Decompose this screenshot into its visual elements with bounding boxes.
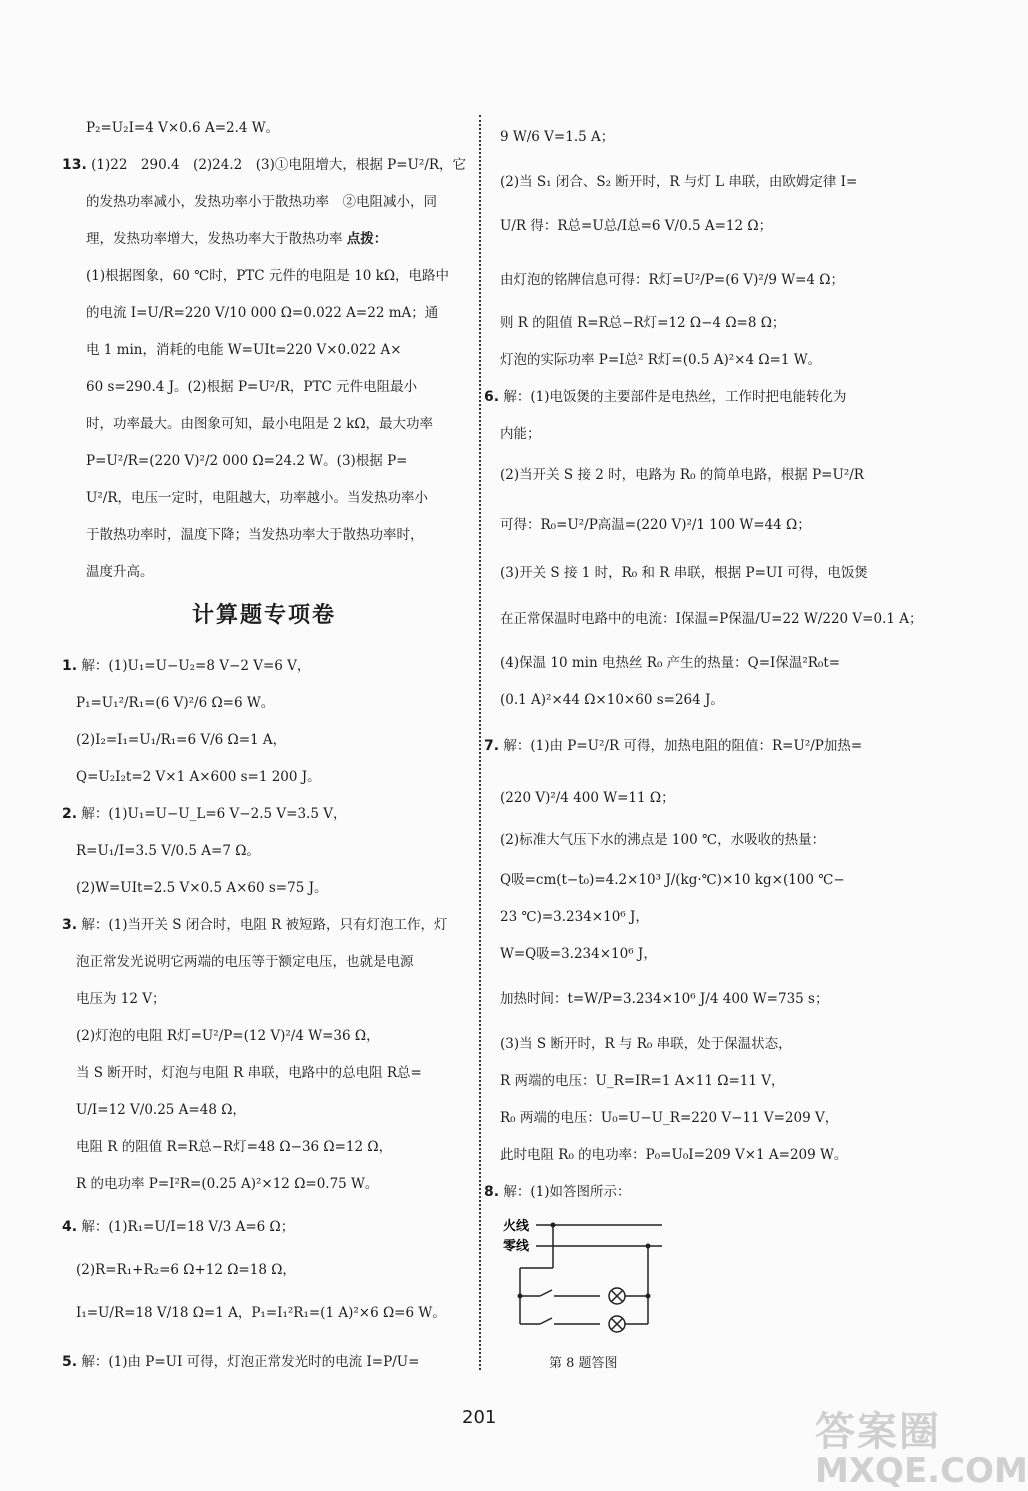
question-number: 2. — [62, 806, 78, 822]
text-line — [500, 870, 845, 890]
live-wire-label: 火线 — [503, 1219, 530, 1234]
line-text: P=U²/R=(220 V)²/2 000 Ω=24.2 W。(3)根据 P= — [86, 453, 408, 469]
line-text: R 两端的电压：U_R=IR=1 A×11 Ω=11 V， — [500, 1073, 785, 1089]
text-line — [62, 804, 346, 824]
text-line — [76, 1100, 246, 1120]
text-line — [76, 1026, 380, 1046]
line-text: P₁=U₁²/R₁=(6 V)²/6 Ω=6 W。 — [76, 695, 275, 711]
text-line — [76, 841, 260, 861]
text-line — [86, 451, 408, 471]
line-text: 泡正常发光说明它两端的电压等于额定电压，也就是电源 — [76, 954, 414, 970]
line-text: R 的电功率 P=I²R=(0.25 A)²×12 Ω=0.75 W。 — [76, 1176, 379, 1192]
text-line — [86, 562, 154, 582]
text-line — [500, 690, 724, 710]
line-text: (3)当 S 断开时，R 与 R₀ 串联，处于保温状态， — [500, 1036, 792, 1052]
line-text: 温度升高。 — [86, 564, 154, 580]
text-line — [500, 788, 675, 808]
line-text: (2)当 S₁ 闭合、S₂ 断开时，R 与灯 L 串联，由欧姆定律 I= — [500, 174, 858, 190]
line-text: 60 s=290.4 J。(2)根据 P=U²/R，PTC 元件电阻最小 — [86, 379, 418, 395]
text-line — [86, 229, 387, 249]
text-line — [76, 989, 166, 1009]
line-text: 则 R 的阻值 R=R总−R灯=12 Ω−4 Ω=8 Ω； — [500, 315, 786, 331]
line-text: 9 W/6 V=1.5 A； — [500, 129, 615, 145]
line-text: R₀ 两端的电压：U₀=U−U_R=220 V−11 V=209 V， — [500, 1110, 839, 1126]
line-text: 解：(1)由 P=UI 可得，灯泡正常发光时的电流 I=P/U= — [81, 1354, 420, 1370]
text-line — [86, 192, 437, 212]
figure-caption: 第 8 题答图 — [549, 1356, 618, 1371]
line-text: 解：(1)U₁=U−U₂=8 V−2 V=6 V， — [81, 658, 311, 674]
line-text: 理，发热功率增大，发热功率大于散热功率 — [86, 231, 343, 247]
line-text: 解：(1)由 P=U²/R 可得，加热电阻的阻值：R=U²/P加热= — [503, 738, 863, 754]
question-number: 5. — [62, 1354, 78, 1370]
line-text: 解：(1)U₁=U−U_L=6 V−2.5 V=3.5 V， — [81, 806, 347, 822]
line-text: (4)保温 10 min 电热丝 R₀ 产生的热量：Q=I保温²R₀t= — [500, 655, 841, 671]
line-text: U/R 得：R总=U总/I总=6 V/0.5 A=12 Ω； — [500, 218, 773, 234]
text-line — [86, 414, 433, 434]
line-text: 电压为 12 V； — [76, 991, 166, 1007]
text-line — [76, 767, 321, 787]
text-line — [86, 525, 424, 545]
question-number: 1. — [62, 658, 78, 674]
line-text: (2)标准大气压下水的沸点是 100 ℃，水吸收的热量： — [500, 832, 826, 848]
question-number: 8. — [484, 1184, 500, 1200]
text-line — [500, 465, 864, 485]
line-text: (220 V)²/4 400 W=11 Ω； — [500, 790, 675, 806]
hint-label: 点拨： — [346, 231, 388, 247]
text-line — [86, 118, 279, 138]
line-text: (0.1 A)²×44 Ω×10×60 s=264 J。 — [500, 692, 724, 708]
question-number: 3. — [62, 917, 78, 933]
line-text: 此时电阻 R₀ 的电功率：P₀=U₀I=209 V×1 A=209 W。 — [500, 1147, 848, 1163]
line-text: (2)W=UIt=2.5 V×0.5 A×60 s=75 J。 — [76, 880, 328, 896]
text-line — [62, 915, 448, 935]
page-number: 201 — [462, 1407, 497, 1428]
line-text: 电 1 min，消耗的电能 W=UIt=220 V×0.022 A× — [86, 342, 402, 358]
text-line — [500, 1071, 785, 1091]
text-line — [500, 270, 844, 290]
line-text: 由灯泡的铭牌信息可得：R灯=U²/P=(6 V)²/9 W=4 Ω； — [500, 272, 844, 288]
line-text: 可得：R₀=U²/P高温=(220 V)²/1 100 W=44 Ω； — [500, 517, 811, 533]
line-text: Q=U₂I₂t=2 V×1 A×600 s=1 200 J。 — [76, 769, 321, 785]
text-line — [500, 907, 649, 927]
line-text: 在正常保温时电路中的电流：I保温=P保温/U=22 W/220 V=0.1 A； — [500, 611, 923, 627]
text-line — [86, 266, 449, 286]
text-line — [500, 1108, 838, 1128]
line-text: 的电流 I=U/R=220 V/10 000 Ω=0.022 A=22 mA；通 — [86, 305, 439, 321]
line-text: 解：(1)电饭煲的主要部件是电热丝，工作时把电能转化为 — [503, 389, 847, 405]
line-text: 当 S 断开时，灯泡与电阻 R 串联，电路中的总电阻 R总= — [76, 1065, 422, 1081]
line-text: R=U₁/I=3.5 V/0.5 A=7 Ω。 — [76, 843, 260, 859]
text-line — [500, 830, 825, 850]
line-text: (2)I₂=I₁=U₁/R₁=6 V/6 Ω=1 A， — [76, 732, 287, 748]
text-line — [500, 944, 657, 964]
text-line — [484, 1182, 630, 1202]
question-number: 13. — [62, 157, 87, 173]
line-text: 解：(1)R₁=U/I=18 V/3 A=6 Ω； — [81, 1219, 295, 1235]
text-line — [62, 1352, 419, 1372]
text-line — [484, 736, 862, 756]
text-line — [500, 216, 772, 236]
text-line — [500, 127, 614, 147]
watermark-logo: 答案圈 — [815, 1409, 941, 1455]
question-number: 6. — [484, 389, 500, 405]
watermark — [815, 1400, 1028, 1491]
text-line — [76, 952, 414, 972]
text-line — [86, 488, 428, 508]
text-line — [76, 1063, 422, 1083]
line-text: 时，功率最大。由图象可知，最小电阻是 2 kΩ，最大功率 — [86, 416, 434, 432]
line-text: (1)22 290.4 (2)24.2 (3)①电阻增大，根据 P=U²/R，它 — [91, 157, 467, 173]
line-text: 灯泡的实际功率 P=I总² R灯=(0.5 A)²×4 Ω=1 W。 — [500, 352, 822, 368]
text-line — [86, 377, 417, 397]
line-text: I₁=U/R=18 V/18 Ω=1 A，P₁=I₁²R₁=(1 A)²×6 Ω=6 W。 — [76, 1305, 446, 1321]
text-line — [62, 155, 466, 175]
line-text: W=Q吸=3.234×10⁶ J， — [500, 946, 657, 962]
text-line — [500, 515, 811, 535]
line-text: 的发热功率减小，发热功率小于散热功率 ②电阻减小，同 — [86, 194, 437, 210]
text-line — [484, 387, 846, 407]
text-line — [500, 989, 828, 1009]
line-text: 解：(1)当开关 S 闭合时，电阻 R 被短路，只有灯泡工作，灯 — [81, 917, 448, 933]
text-line — [62, 1217, 294, 1237]
line-text: 电阻 R 的阻值 R=R总−R灯=48 Ω−36 Ω=12 Ω， — [76, 1139, 393, 1155]
line-text: (2)灯泡的电阻 R灯=U²/P=(12 V)²/4 W=36 Ω， — [76, 1028, 380, 1044]
line-text: U²/R，电压一定时，电阻越大，功率越小。当发热功率小 — [86, 490, 429, 506]
column-divider — [479, 115, 481, 1370]
text-line — [500, 313, 785, 333]
text-line — [500, 1034, 792, 1054]
text-line — [500, 424, 541, 444]
text-line — [500, 563, 868, 583]
text-line — [500, 1145, 847, 1165]
text-line — [76, 1174, 378, 1194]
neutral-wire-label: 零线 — [503, 1239, 530, 1254]
text-line — [500, 350, 821, 370]
line-text: (1)根据图象，60 ℃时，PTC 元件的电阻是 10 kΩ，电路中 — [86, 268, 450, 284]
text-line — [76, 730, 286, 750]
question-number: 4. — [62, 1219, 78, 1235]
line-text: P₂=U₂I=4 V×0.6 A=2.4 W。 — [86, 120, 280, 136]
line-text: (2)R=R₁+R₂=6 Ω+12 Ω=18 Ω， — [76, 1262, 296, 1278]
line-text: (3)开关 S 接 1 时，R₀ 和 R 串联，根据 P=UI 可得，电饭煲 — [500, 565, 868, 581]
line-text: U/I=12 V/0.25 A=48 Ω， — [76, 1102, 246, 1118]
line-text: Q吸=cm(t−t₀)=4.2×10³ J/(kg·℃)×10 kg×(100 ℃− — [500, 872, 845, 888]
text-line — [500, 172, 857, 192]
text-line — [500, 609, 923, 629]
line-text: 加热时间：t=W/P=3.234×10⁶ J/4 400 W=735 s； — [500, 991, 829, 1007]
text-line — [86, 340, 402, 360]
circuit-figure — [500, 1210, 670, 1345]
text-line — [86, 303, 438, 323]
line-text: 23 ℃)=3.234×10⁶ J， — [500, 909, 649, 925]
text-line — [500, 653, 840, 673]
text-line — [76, 1260, 296, 1280]
text-line — [76, 878, 328, 898]
text-line — [76, 1303, 446, 1323]
text-line — [62, 656, 310, 676]
line-text: 于散热功率时，温度下降；当发热功率大于散热功率时， — [86, 527, 424, 543]
watermark-url: MXQE.COM — [815, 1451, 1028, 1491]
line-text: (2)当开关 S 接 2 时，电路为 R₀ 的简单电路，根据 P=U²/R — [500, 467, 864, 483]
section-title: 计算题专项卷 — [192, 603, 337, 628]
question-number: 7. — [484, 738, 500, 754]
text-line — [76, 693, 274, 713]
text-line — [76, 1137, 392, 1157]
line-text: 解：(1)如答图所示： — [503, 1184, 631, 1200]
line-text: 内能； — [500, 426, 541, 442]
